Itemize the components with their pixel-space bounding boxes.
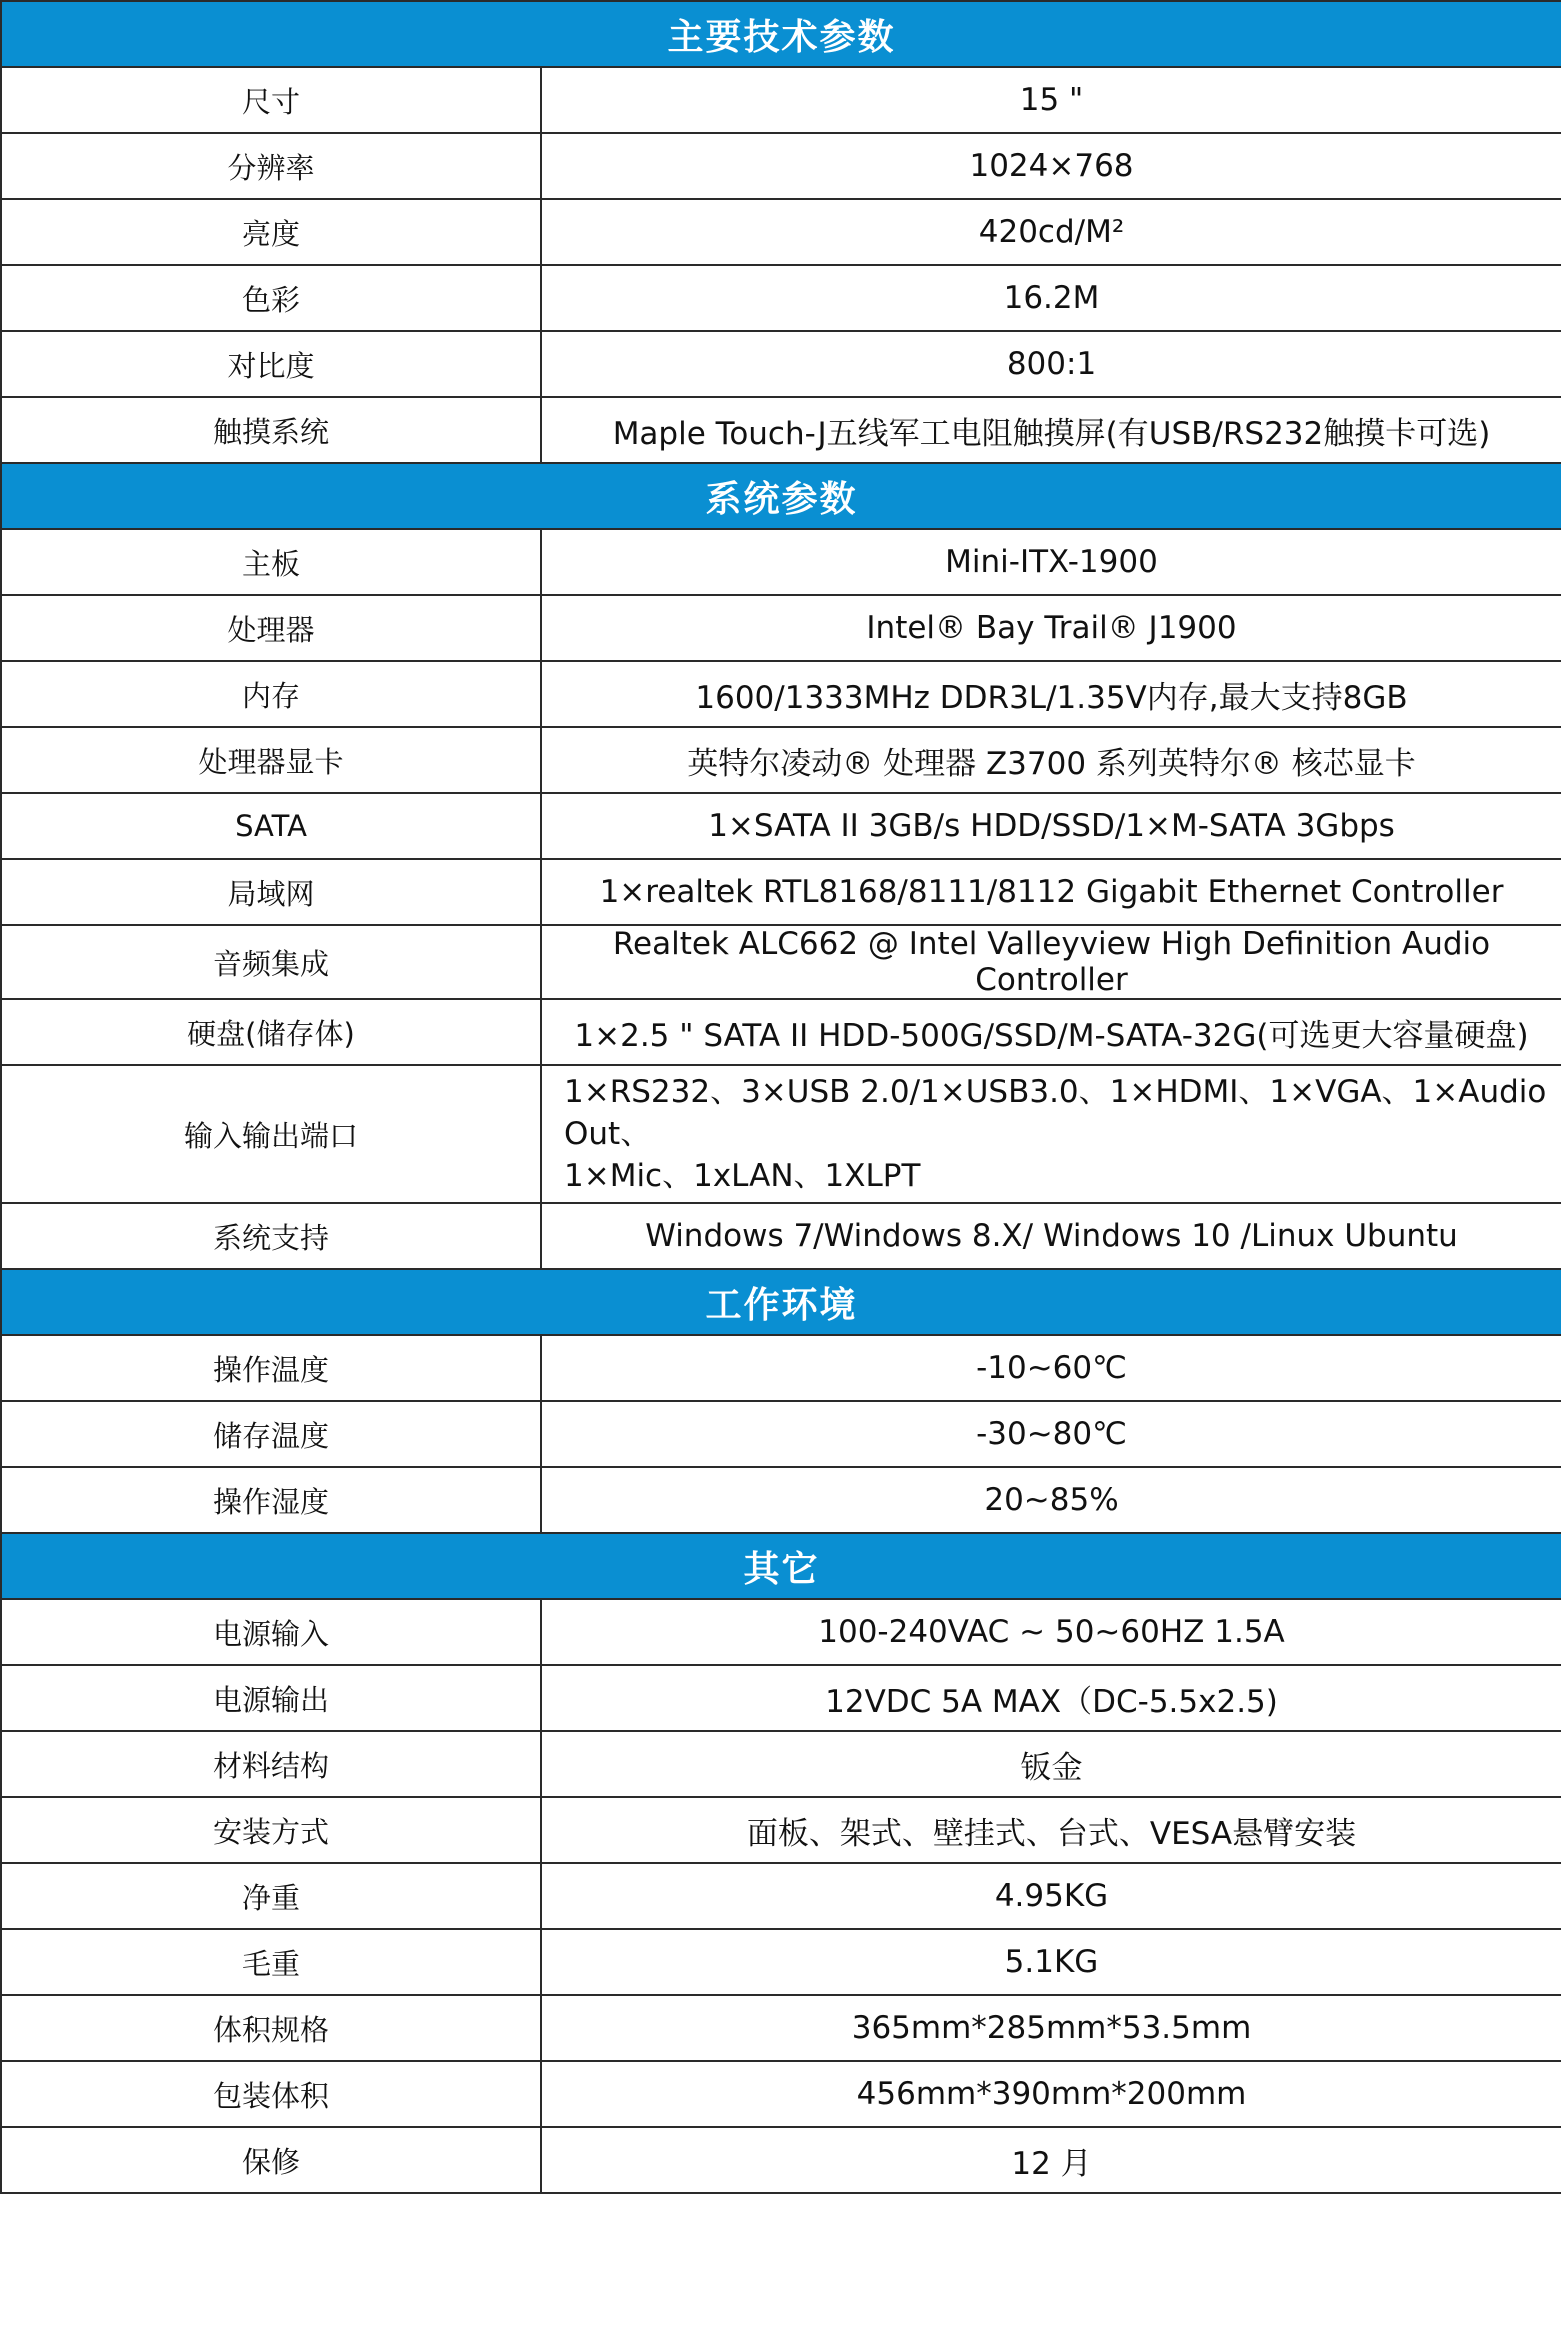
spec-row <box>1 1995 1561 2061</box>
spec-label: 尺寸 <box>1 67 541 133</box>
spec-value: Windows 7/Windows 8.X/ Windows 10 /Linux Ubuntu <box>541 1203 1561 1269</box>
spec-label: 系统支持 <box>1 1203 541 1269</box>
spec-label: 输入输出端口 <box>1 1065 541 1203</box>
section-header <box>1 1533 1561 1599</box>
spec-label: 电源输出 <box>1 1665 541 1731</box>
spec-value: 英特尔凌动® 处理器 Z3700 系列英特尔® 核芯显卡 <box>541 727 1561 793</box>
spec-label: 处理器显卡 <box>1 727 541 793</box>
spec-value: 365mm*285mm*53.5mm <box>541 1995 1561 2061</box>
spec-label: 硬盘(储存体) <box>1 999 541 1065</box>
spec-row <box>1 999 1561 1065</box>
spec-label: 安装方式 <box>1 1797 541 1863</box>
spec-row <box>1 727 1561 793</box>
spec-value: 1024×768 <box>541 133 1561 199</box>
spec-row <box>1 529 1561 595</box>
spec-label: 分辨率 <box>1 133 541 199</box>
section-title: 其它 <box>1 1533 1561 1599</box>
spec-value: 1600/1333MHz DDR3L/1.35V内存,最大支持8GB <box>541 661 1561 727</box>
spec-row <box>1 793 1561 859</box>
spec-label: 音频集成 <box>1 925 541 999</box>
spec-value: Realtek ALC662 @ Intel Valleyview High Definition Audio Controller <box>541 925 1561 999</box>
spec-value: 1×SATA II 3GB/s HDD/SSD/1×M-SATA 3Gbps <box>541 793 1561 859</box>
spec-value: 钣金 <box>541 1731 1561 1797</box>
spec-row <box>1 925 1561 999</box>
spec-row <box>1 1065 1561 1203</box>
spec-row <box>1 1929 1561 1995</box>
spec-label: SATA <box>1 793 541 859</box>
spec-row <box>1 859 1561 925</box>
spec-value: -10~60℃ <box>541 1335 1561 1401</box>
spec-label: 毛重 <box>1 1929 541 1995</box>
spec-value: 20~85% <box>541 1467 1561 1533</box>
spec-row <box>1 1863 1561 1929</box>
spec-row <box>1 1731 1561 1797</box>
spec-value: 456mm*390mm*200mm <box>541 2061 1561 2127</box>
spec-row <box>1 1335 1561 1401</box>
spec-value: 4.95KG <box>541 1863 1561 1929</box>
spec-row <box>1 1797 1561 1863</box>
spec-value <box>541 1065 1561 1203</box>
spec-value: 12VDC 5A MAX（DC-5.5x2.5) <box>541 1665 1561 1731</box>
section-header <box>1 463 1561 529</box>
spec-row <box>1 595 1561 661</box>
spec-value: 800:1 <box>541 331 1561 397</box>
spec-value: Intel® Bay Trail® J1900 <box>541 595 1561 661</box>
spec-label: 体积规格 <box>1 1995 541 2061</box>
spec-value: 15 " <box>541 67 1561 133</box>
spec-value: Maple Touch-J五线军工电阻触摸屏(有USB/RS232触摸卡可选) <box>541 397 1561 463</box>
spec-row <box>1 2127 1561 2193</box>
section-title: 主要技术参数 <box>1 1 1561 67</box>
spec-value: 12 月 <box>541 2127 1561 2193</box>
spec-value: 1×realtek RTL8168/8111/8112 Gigabit Ethernet Controller <box>541 859 1561 925</box>
spec-label: 包装体积 <box>1 2061 541 2127</box>
spec-row <box>1 1203 1561 1269</box>
spec-label: 储存温度 <box>1 1401 541 1467</box>
spec-label: 主板 <box>1 529 541 595</box>
spec-label: 保修 <box>1 2127 541 2193</box>
spec-label: 局域网 <box>1 859 541 925</box>
spec-value: 面板、架式、壁挂式、台式、VESA悬臂安装 <box>541 1797 1561 1863</box>
spec-value-line: 1×Mic、1xLAN、1XLPT <box>564 1158 921 1194</box>
spec-value: 100-240VAC ~ 50~60HZ 1.5A <box>541 1599 1561 1665</box>
spec-value: Mini-ITX-1900 <box>541 529 1561 595</box>
spec-label: 处理器 <box>1 595 541 661</box>
spec-row <box>1 661 1561 727</box>
spec-label: 亮度 <box>1 199 541 265</box>
spec-label: 内存 <box>1 661 541 727</box>
spec-row <box>1 331 1561 397</box>
spec-row <box>1 199 1561 265</box>
section-header <box>1 1269 1561 1335</box>
section-title: 系统参数 <box>1 463 1561 529</box>
spec-label: 操作温度 <box>1 1335 541 1401</box>
spec-value: 16.2M <box>541 265 1561 331</box>
spec-value: 5.1KG <box>541 1929 1561 1995</box>
spec-row <box>1 133 1561 199</box>
spec-row <box>1 1467 1561 1533</box>
section-header <box>1 1 1561 67</box>
spec-row <box>1 397 1561 463</box>
spec-row <box>1 265 1561 331</box>
spec-label: 材料结构 <box>1 1731 541 1797</box>
spec-label: 触摸系统 <box>1 397 541 463</box>
spec-label: 电源输入 <box>1 1599 541 1665</box>
spec-value-line: 1×RS232、3×USB 2.0/1×USB3.0、1×HDMI、1×VGA、1×Audio Out、 <box>564 1074 1547 1152</box>
spec-label: 色彩 <box>1 265 541 331</box>
spec-value: 1×2.5 " SATA II HDD-500G/SSD/M-SATA-32G(可选更大容量硬盘) <box>541 999 1561 1065</box>
spec-value: -30~80℃ <box>541 1401 1561 1467</box>
spec-label: 操作湿度 <box>1 1467 541 1533</box>
spec-label: 净重 <box>1 1863 541 1929</box>
spec-row <box>1 2061 1561 2127</box>
spec-row <box>1 67 1561 133</box>
section-title: 工作环境 <box>1 1269 1561 1335</box>
spec-row <box>1 1599 1561 1665</box>
spec-row <box>1 1665 1561 1731</box>
spec-row <box>1 1401 1561 1467</box>
spec-label: 对比度 <box>1 331 541 397</box>
spec-value: 420cd/M² <box>541 199 1561 265</box>
